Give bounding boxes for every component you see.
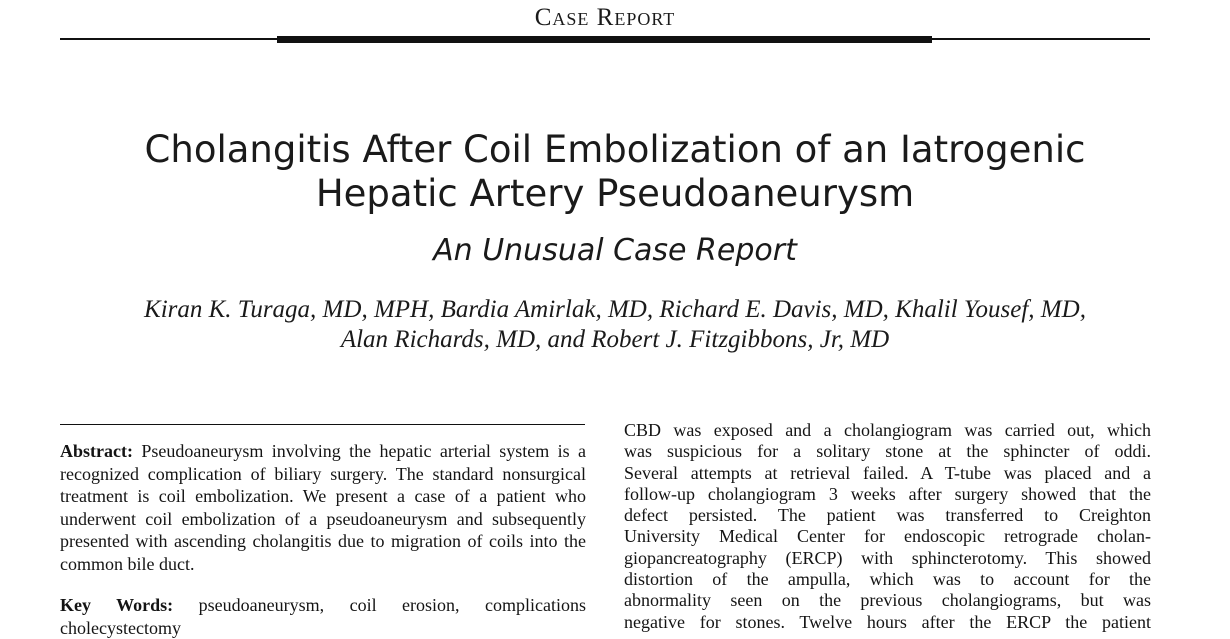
author-line-1: Kiran K. Turaga, MD, MPH, Bardia Amirlak, MD, Richard E. Davis, MD, Khalil Yousef, MD, <box>144 296 1086 323</box>
keywords-paragraph <box>60 594 586 639</box>
body-line: CBD was exposed and a cholangiogram was carried out, which <box>624 420 1151 440</box>
abstract-label: Abstract: <box>60 441 133 461</box>
author-line-2: Alan Richards, MD, and Robert J. Fitzgibbons, Jr, MD <box>340 326 890 353</box>
keywords-label: Key Words: <box>60 595 174 615</box>
article-title <box>0 128 1230 216</box>
abstract-top-rule <box>60 424 585 425</box>
article-title-line-1: Cholangitis After Coil Embolization of an Iatrogenic <box>144 128 1086 171</box>
body-line: giopancreatography (ERCP) with sphincterotomy. This showed <box>624 547 1151 568</box>
author-list <box>0 295 1230 355</box>
body-line: was suspicious for a solitary stone at the sphincter of oddi. <box>624 441 1151 462</box>
body-line: follow-up cholangiogram 3 weeks after surgery showed that the <box>624 483 1151 504</box>
article-title-line-2: Hepatic Artery Pseudoaneurysm <box>315 172 915 215</box>
body-line: Several attempts at retrieval failed. A T-tube was placed and a <box>624 462 1151 483</box>
abstract-text: Pseudoaneurysm involving the hepatic arterial system is a recognized complication of biliary surgery. The standard nonsurgical treatment is coil embolization. We present a case of a patient who underwent coil embolization of a pseudoaneurysm and subsequently presented with ascending cholangitis due to migration of coils into the common bile duct. <box>60 441 586 574</box>
body-line: abnormality seen on the previous cholangiograms, but was <box>624 590 1151 611</box>
abstract-paragraph <box>60 440 586 575</box>
article-subtitle: An Unusual Case Report <box>433 233 797 268</box>
header-rule-thick <box>277 36 932 43</box>
body-text-column <box>624 420 1151 633</box>
body-line: distortion of the ampulla, which was to account for the <box>624 569 1151 590</box>
keywords-text: pseudoaneurysm, coil erosion, complications cholecystectomy <box>60 595 587 638</box>
body-line: University Medical Center for endoscopic retrograde cholan- <box>624 526 1151 547</box>
body-line: negative for stones. Twelve hours after the ERCP the patient <box>624 611 1151 632</box>
body-line: defect persisted. The patient was transferred to Creighton <box>624 505 1151 526</box>
page-header <box>60 0 1150 46</box>
section-label: Case Report <box>534 4 676 31</box>
